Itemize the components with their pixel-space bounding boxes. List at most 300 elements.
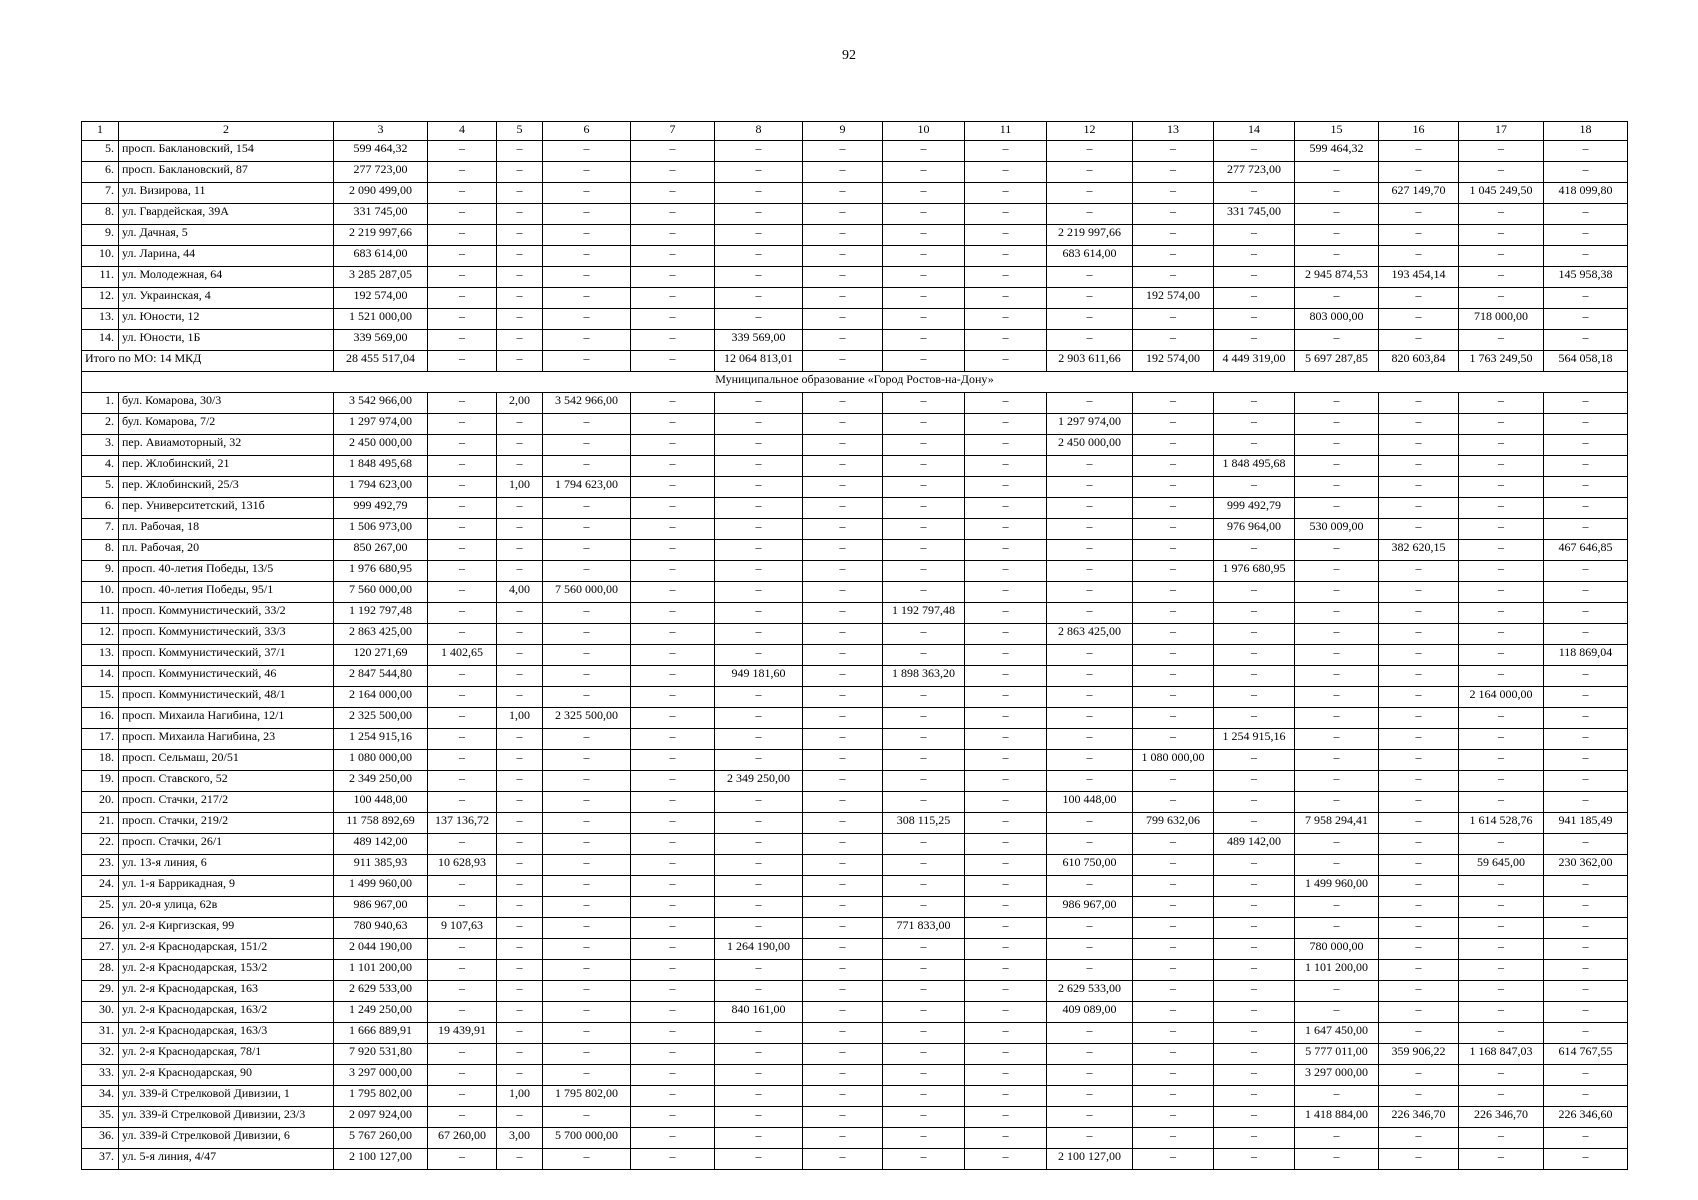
amount-cell: –: [631, 1149, 715, 1170]
amount-cell: –: [1544, 666, 1628, 687]
amount-cell: –: [1295, 687, 1379, 708]
amount-cell: –: [1544, 897, 1628, 918]
table-row: [82, 561, 1628, 582]
amount-cell: –: [543, 1023, 631, 1044]
table-row: [82, 897, 1628, 918]
amount-cell: –: [715, 183, 803, 204]
table-row: [82, 1107, 1628, 1128]
amount-cell: –: [1459, 876, 1544, 897]
amount-cell: –: [497, 855, 543, 876]
row-number: 6.: [82, 162, 119, 183]
address-cell: просп. 40-летия Победы, 13/5: [119, 561, 334, 582]
amount-cell: 1 101 200,00: [334, 960, 428, 981]
amount-cell: –: [1214, 183, 1295, 204]
amount-cell: –: [1459, 477, 1544, 498]
amount-cell: –: [1047, 183, 1133, 204]
amount-cell: 986 967,00: [334, 897, 428, 918]
amount-cell: –: [965, 225, 1047, 246]
amount-cell: –: [803, 477, 883, 498]
amount-cell: –: [1379, 477, 1459, 498]
amount-cell: 226 346,60: [1544, 1107, 1628, 1128]
row-number: 8.: [82, 540, 119, 561]
amount-cell: –: [803, 1086, 883, 1107]
column-number-row: [82, 122, 1628, 141]
amount-cell: 9 107,63: [428, 918, 497, 939]
table-row: [82, 519, 1628, 540]
amount-cell: 718 000,00: [1459, 309, 1544, 330]
address-cell: ул. Украинская, 4: [119, 288, 334, 309]
amount-cell: –: [1379, 1023, 1459, 1044]
amount-cell: –: [883, 729, 965, 750]
amount-cell: –: [803, 561, 883, 582]
amount-cell: 418 099,80: [1544, 183, 1628, 204]
amount-cell: –: [1295, 897, 1379, 918]
amount-cell: –: [631, 1086, 715, 1107]
amount-cell: 1 506 973,00: [334, 519, 428, 540]
amount-cell: –: [1379, 288, 1459, 309]
amount-cell: –: [883, 1149, 965, 1170]
amount-cell: –: [965, 183, 1047, 204]
amount-cell: –: [965, 1086, 1047, 1107]
table-row: [82, 288, 1628, 309]
amount-cell: –: [803, 1023, 883, 1044]
table-row: [82, 540, 1628, 561]
amount-cell: –: [1379, 960, 1459, 981]
amount-cell: –: [631, 393, 715, 414]
amount-cell: –: [715, 750, 803, 771]
column-number: 8: [715, 122, 803, 141]
address-cell: просп. Баклановский, 87: [119, 162, 334, 183]
address-cell: ул. Гвардейская, 39А: [119, 204, 334, 225]
total-row: [82, 351, 1628, 372]
amount-cell: 1 045 249,50: [1459, 183, 1544, 204]
amount-cell: –: [631, 603, 715, 624]
amount-cell: –: [883, 582, 965, 603]
amount-cell: –: [1047, 1086, 1133, 1107]
amount-cell: –: [631, 918, 715, 939]
amount-cell: –: [631, 855, 715, 876]
amount-cell: –: [803, 1044, 883, 1065]
amount-cell: –: [965, 1065, 1047, 1086]
amount-cell: –: [715, 834, 803, 855]
row-number: 14.: [82, 330, 119, 351]
amount-cell: –: [883, 1065, 965, 1086]
amount-cell: 1 614 528,76: [1459, 813, 1544, 834]
amount-cell: –: [1459, 603, 1544, 624]
total-cell: –: [543, 351, 631, 372]
amount-cell: –: [1214, 918, 1295, 939]
amount-cell: –: [803, 603, 883, 624]
amount-cell: –: [631, 1065, 715, 1086]
column-number: 16: [1379, 122, 1459, 141]
amount-cell: –: [543, 183, 631, 204]
amount-cell: 1 402,65: [428, 645, 497, 666]
amount-cell: –: [1544, 288, 1628, 309]
amount-cell: –: [1214, 435, 1295, 456]
amount-cell: –: [715, 393, 803, 414]
total-cell: 564 058,18: [1544, 351, 1628, 372]
amount-cell: –: [1047, 666, 1133, 687]
amount-cell: –: [1544, 456, 1628, 477]
amount-cell: 1,00: [497, 1086, 543, 1107]
address-cell: бул. Комарова, 30/3: [119, 393, 334, 414]
amount-cell: –: [497, 1149, 543, 1170]
amount-cell: –: [1133, 876, 1214, 897]
amount-cell: –: [803, 813, 883, 834]
amount-cell: –: [883, 1002, 965, 1023]
amount-cell: –: [497, 183, 543, 204]
amount-cell: –: [1379, 1086, 1459, 1107]
amount-cell: –: [631, 183, 715, 204]
column-number: 14: [1214, 122, 1295, 141]
table-row: [82, 1044, 1628, 1065]
amount-cell: –: [631, 435, 715, 456]
amount-cell: 145 958,38: [1544, 267, 1628, 288]
amount-cell: –: [883, 855, 965, 876]
amount-cell: –: [1214, 414, 1295, 435]
row-number: 13.: [82, 645, 119, 666]
address-cell: ул. 2-я Краснодарская, 163: [119, 981, 334, 1002]
amount-cell: –: [1047, 1065, 1133, 1086]
amount-cell: –: [965, 519, 1047, 540]
amount-cell: –: [1459, 1065, 1544, 1086]
amount-cell: –: [497, 540, 543, 561]
amount-cell: –: [428, 750, 497, 771]
amount-cell: –: [1544, 561, 1628, 582]
amount-cell: –: [1379, 813, 1459, 834]
amount-cell: –: [1379, 1002, 1459, 1023]
amount-cell: –: [1544, 834, 1628, 855]
amount-cell: –: [1295, 708, 1379, 729]
amount-cell: –: [1459, 246, 1544, 267]
amount-cell: 1 521 000,00: [334, 309, 428, 330]
amount-cell: –: [1047, 330, 1133, 351]
amount-cell: –: [428, 456, 497, 477]
table-row: [82, 1086, 1628, 1107]
amount-cell: –: [497, 141, 543, 162]
amount-cell: 1 249 250,00: [334, 1002, 428, 1023]
amount-cell: –: [883, 456, 965, 477]
amount-cell: –: [1133, 330, 1214, 351]
amount-cell: –: [1133, 1023, 1214, 1044]
amount-cell: 999 492,79: [1214, 498, 1295, 519]
amount-cell: –: [1047, 582, 1133, 603]
amount-cell: –: [1544, 477, 1628, 498]
amount-cell: –: [715, 498, 803, 519]
amount-cell: 382 620,15: [1379, 540, 1459, 561]
amount-cell: –: [1133, 708, 1214, 729]
amount-cell: –: [1133, 414, 1214, 435]
amount-cell: –: [1544, 435, 1628, 456]
amount-cell: –: [803, 414, 883, 435]
amount-cell: –: [1133, 225, 1214, 246]
amount-cell: –: [1459, 834, 1544, 855]
table-row: [82, 645, 1628, 666]
amount-cell: 1 794 623,00: [543, 477, 631, 498]
amount-cell: –: [1047, 1023, 1133, 1044]
amount-cell: –: [631, 582, 715, 603]
amount-cell: –: [715, 792, 803, 813]
table-row: [82, 792, 1628, 813]
column-number: 1: [82, 122, 119, 141]
amount-cell: –: [1214, 603, 1295, 624]
row-number: 19.: [82, 771, 119, 792]
amount-cell: –: [803, 939, 883, 960]
amount-cell: 2 090 499,00: [334, 183, 428, 204]
amount-cell: –: [428, 519, 497, 540]
address-cell: пер. Жлобинский, 25/3: [119, 477, 334, 498]
amount-cell: –: [1459, 897, 1544, 918]
amount-cell: –: [715, 162, 803, 183]
table-row: [82, 918, 1628, 939]
amount-cell: –: [497, 414, 543, 435]
amount-cell: –: [965, 141, 1047, 162]
amount-cell: –: [1295, 729, 1379, 750]
amount-cell: –: [428, 666, 497, 687]
row-number: 32.: [82, 1044, 119, 1065]
address-cell: бул. Комарова, 7/2: [119, 414, 334, 435]
amount-cell: –: [1047, 204, 1133, 225]
amount-cell: –: [715, 309, 803, 330]
amount-cell: –: [715, 645, 803, 666]
amount-cell: –: [631, 561, 715, 582]
amount-cell: –: [883, 687, 965, 708]
amount-cell: –: [1133, 519, 1214, 540]
amount-cell: –: [803, 435, 883, 456]
amount-cell: –: [1379, 1149, 1459, 1170]
table-row: [82, 393, 1628, 414]
amount-cell: –: [1459, 393, 1544, 414]
amount-cell: –: [715, 204, 803, 225]
amount-cell: –: [1295, 771, 1379, 792]
address-cell: ул. 2-я Краснодарская, 151/2: [119, 939, 334, 960]
amount-cell: 1 297 974,00: [334, 414, 428, 435]
amount-cell: –: [631, 246, 715, 267]
amount-cell: 530 009,00: [1295, 519, 1379, 540]
amount-cell: –: [1379, 414, 1459, 435]
amount-cell: –: [803, 498, 883, 519]
row-number: 28.: [82, 960, 119, 981]
amount-cell: 2 325 500,00: [334, 708, 428, 729]
amount-cell: –: [1379, 1128, 1459, 1149]
amount-cell: –: [1379, 330, 1459, 351]
amount-cell: –: [1459, 435, 1544, 456]
amount-cell: –: [883, 519, 965, 540]
amount-cell: 1 976 680,95: [334, 561, 428, 582]
amount-cell: –: [883, 1044, 965, 1065]
amount-cell: –: [543, 939, 631, 960]
amount-cell: –: [1133, 141, 1214, 162]
amount-cell: –: [497, 225, 543, 246]
amount-cell: –: [631, 729, 715, 750]
amount-cell: –: [1459, 960, 1544, 981]
amount-cell: –: [543, 519, 631, 540]
amount-cell: 2 847 544,80: [334, 666, 428, 687]
address-cell: ул. 2-я Краснодарская, 78/1: [119, 1044, 334, 1065]
amount-cell: –: [428, 309, 497, 330]
amount-cell: 3,00: [497, 1128, 543, 1149]
amount-cell: –: [803, 141, 883, 162]
amount-cell: –: [497, 939, 543, 960]
amount-cell: –: [428, 225, 497, 246]
amount-cell: –: [543, 918, 631, 939]
amount-cell: –: [631, 141, 715, 162]
amount-cell: –: [1459, 330, 1544, 351]
address-cell: ул. Ларина, 44: [119, 246, 334, 267]
amount-cell: –: [543, 456, 631, 477]
amount-cell: 192 574,00: [334, 288, 428, 309]
column-number: 2: [119, 122, 334, 141]
column-number: 3: [334, 122, 428, 141]
amount-cell: –: [543, 645, 631, 666]
amount-cell: 2 450 000,00: [334, 435, 428, 456]
amount-cell: 1 848 495,68: [334, 456, 428, 477]
total-cell: –: [497, 351, 543, 372]
table-row: [82, 834, 1628, 855]
amount-cell: –: [1544, 729, 1628, 750]
amount-cell: 3 297 000,00: [334, 1065, 428, 1086]
amount-cell: –: [803, 729, 883, 750]
amount-cell: –: [543, 1107, 631, 1128]
amount-cell: –: [1047, 729, 1133, 750]
amount-cell: –: [883, 1086, 965, 1107]
amount-cell: –: [1047, 750, 1133, 771]
amount-cell: –: [428, 1086, 497, 1107]
row-number: 14.: [82, 666, 119, 687]
amount-cell: –: [883, 876, 965, 897]
amount-cell: –: [543, 1044, 631, 1065]
amount-cell: –: [965, 1023, 1047, 1044]
amount-cell: 409 089,00: [1047, 1002, 1133, 1023]
amount-cell: –: [1133, 939, 1214, 960]
amount-cell: –: [497, 876, 543, 897]
table-row: [82, 1128, 1628, 1149]
amount-cell: –: [543, 309, 631, 330]
amount-cell: –: [428, 771, 497, 792]
amount-cell: –: [1379, 939, 1459, 960]
amount-cell: –: [1459, 1128, 1544, 1149]
amount-cell: 277 723,00: [1214, 162, 1295, 183]
address-cell: просп. Сельмаш, 20/51: [119, 750, 334, 771]
amount-cell: –: [1544, 939, 1628, 960]
amount-cell: –: [1214, 939, 1295, 960]
amount-cell: 331 745,00: [1214, 204, 1295, 225]
amount-cell: –: [1379, 582, 1459, 603]
amount-cell: –: [1379, 393, 1459, 414]
amount-cell: –: [428, 162, 497, 183]
amount-cell: –: [1459, 1086, 1544, 1107]
amount-cell: –: [543, 225, 631, 246]
amount-cell: –: [965, 645, 1047, 666]
row-number: 11.: [82, 603, 119, 624]
row-number: 35.: [82, 1107, 119, 1128]
amount-cell: 100 448,00: [334, 792, 428, 813]
amount-cell: –: [1295, 1002, 1379, 1023]
amount-cell: –: [543, 750, 631, 771]
amount-cell: –: [883, 1023, 965, 1044]
amount-cell: –: [883, 309, 965, 330]
amount-cell: –: [1459, 666, 1544, 687]
amount-cell: –: [1133, 582, 1214, 603]
amount-cell: –: [1214, 582, 1295, 603]
amount-cell: –: [1459, 267, 1544, 288]
amount-cell: –: [1379, 666, 1459, 687]
amount-cell: 683 614,00: [334, 246, 428, 267]
amount-cell: –: [1214, 477, 1295, 498]
amount-cell: –: [1133, 267, 1214, 288]
amount-cell: –: [715, 225, 803, 246]
amount-cell: 7 560 000,00: [543, 582, 631, 603]
amount-cell: –: [497, 162, 543, 183]
amount-cell: –: [631, 1128, 715, 1149]
amount-cell: –: [1295, 540, 1379, 561]
amount-cell: –: [631, 288, 715, 309]
amount-cell: –: [428, 267, 497, 288]
amount-cell: 339 569,00: [334, 330, 428, 351]
amount-cell: –: [543, 540, 631, 561]
data-table: [81, 121, 1628, 1170]
amount-cell: 2 219 997,66: [1047, 225, 1133, 246]
amount-cell: –: [497, 792, 543, 813]
amount-cell: –: [965, 918, 1047, 939]
amount-cell: –: [497, 981, 543, 1002]
row-number: 30.: [82, 1002, 119, 1023]
amount-cell: –: [1544, 393, 1628, 414]
amount-cell: 599 464,32: [334, 141, 428, 162]
row-number: 27.: [82, 939, 119, 960]
amount-cell: –: [497, 960, 543, 981]
amount-cell: –: [1047, 267, 1133, 288]
table-row: [82, 204, 1628, 225]
table-row: [82, 267, 1628, 288]
column-number: 6: [543, 122, 631, 141]
amount-cell: –: [1295, 981, 1379, 1002]
amount-cell: –: [965, 267, 1047, 288]
amount-cell: –: [1214, 1107, 1295, 1128]
amount-cell: –: [803, 183, 883, 204]
amount-cell: 1 666 889,91: [334, 1023, 428, 1044]
amount-cell: –: [631, 645, 715, 666]
amount-cell: –: [1295, 414, 1379, 435]
amount-cell: –: [1544, 204, 1628, 225]
row-number: 12.: [82, 288, 119, 309]
amount-cell: –: [965, 246, 1047, 267]
amount-cell: –: [803, 897, 883, 918]
table-row: [82, 708, 1628, 729]
amount-cell: 1 418 884,00: [1295, 1107, 1379, 1128]
amount-cell: –: [631, 540, 715, 561]
amount-cell: –: [428, 981, 497, 1002]
table-row: [82, 624, 1628, 645]
row-number: 22.: [82, 834, 119, 855]
amount-cell: 2 100 127,00: [334, 1149, 428, 1170]
column-number: 4: [428, 122, 497, 141]
amount-cell: –: [631, 624, 715, 645]
amount-cell: 780 940,63: [334, 918, 428, 939]
amount-cell: 949 181,60: [715, 666, 803, 687]
address-cell: просп. Стачки, 219/2: [119, 813, 334, 834]
amount-cell: –: [1544, 519, 1628, 540]
address-cell: ул. 2-я Краснодарская, 90: [119, 1065, 334, 1086]
amount-cell: –: [1133, 792, 1214, 813]
amount-cell: –: [883, 1128, 965, 1149]
amount-cell: –: [1214, 1023, 1295, 1044]
amount-cell: –: [428, 435, 497, 456]
amount-cell: –: [1295, 792, 1379, 813]
amount-cell: 683 614,00: [1047, 246, 1133, 267]
amount-cell: –: [803, 792, 883, 813]
amount-cell: –: [965, 792, 1047, 813]
